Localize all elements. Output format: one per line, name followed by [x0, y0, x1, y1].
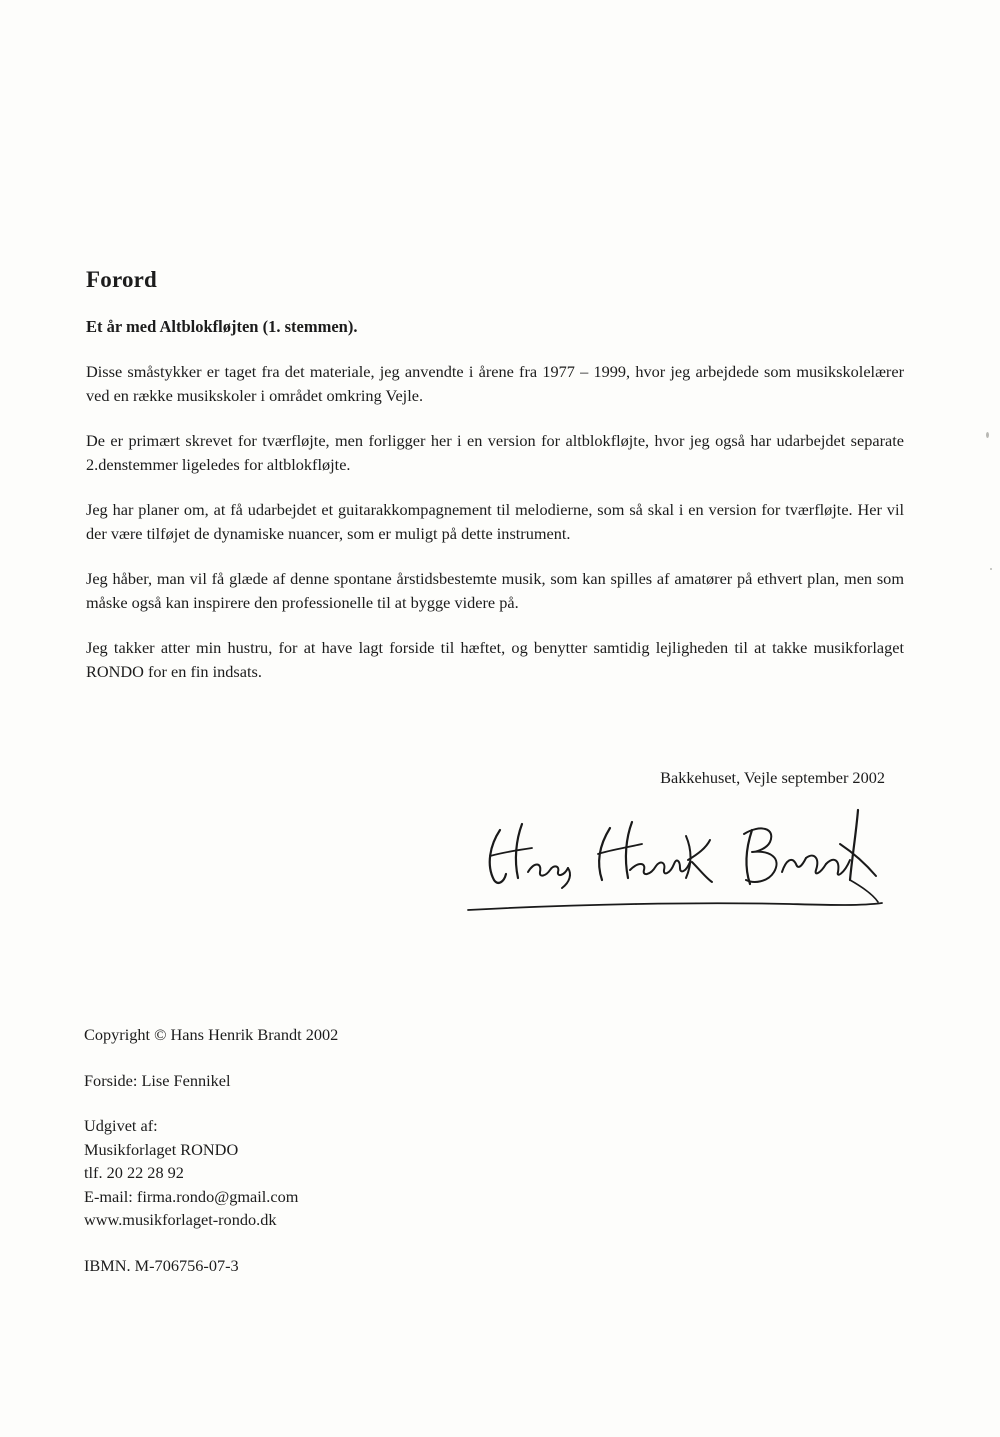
page-title: Forord: [86, 267, 158, 292]
copyright-notice: Copyright © Hans Henrik Brandt 2002: [84, 1025, 339, 1044]
paragraph-3: Jeg har planer om, at få udarbejdet et guitarakkompagnement til melodierne, som så skal i en version for tværfløjte. Her vil der være tilføjet de dynamiske nuancer, som er muligt på dette instrument.: [86, 500, 904, 543]
publisher-email: E-mail: firma.rondo@gmail.com: [84, 1186, 299, 1206]
publisher-website: www.musikforlaget-rondo.dk: [84, 1210, 277, 1229]
paper-speck: [990, 568, 992, 570]
publisher-label: Udgivet af:: [84, 1116, 158, 1135]
colophon: [84, 1023, 584, 1299]
subtitle: Et år med Altblokfløjten (1. stemmen).: [86, 317, 358, 336]
cover-credit: Forside: Lise Fennikel: [84, 1070, 231, 1090]
paragraph-4: Jeg håber, man vil få glæde af denne spontane årstidsbestemte musik, som kan spilles af amatører på ethvert plan, men som måske også kan inspirere den professionelle til at bygge videre på.: [86, 569, 904, 612]
ibmn-number: IBMN. M-706756-07-3: [84, 1255, 239, 1275]
paragraph-2: De er primært skrevet for tværfløjte, men forligger her i en version for altblokfløjte, hvor jeg også har udarbejdet separate 2.denstemmer ligeledes for altblokfløjte.: [86, 431, 904, 474]
paper-speck: [986, 432, 989, 438]
publisher-phone: tlf. 20 22 28 92: [84, 1163, 184, 1182]
publisher-info: [84, 1114, 584, 1232]
place-date: Bakkehuset, Vejle september 2002: [660, 768, 885, 787]
handwritten-signature: [460, 800, 900, 925]
paragraph-5: Jeg takker atter min hustru, for at have lagt forside til hæftet, og benytter samtidig lejligheden til at takke musikforlaget RONDO for en fin indsats.: [86, 638, 904, 681]
preface-section: [86, 262, 904, 683]
paragraph-1: Disse småstykker er taget fra det materiale, jeg anvendte i årene fra 1977 – 1999, hvor jeg arbejdede som musikskolelærer ved en række musikskoler i området omkring Vejle.: [86, 362, 904, 405]
publisher-name: Musikforlaget RONDO: [84, 1139, 239, 1159]
